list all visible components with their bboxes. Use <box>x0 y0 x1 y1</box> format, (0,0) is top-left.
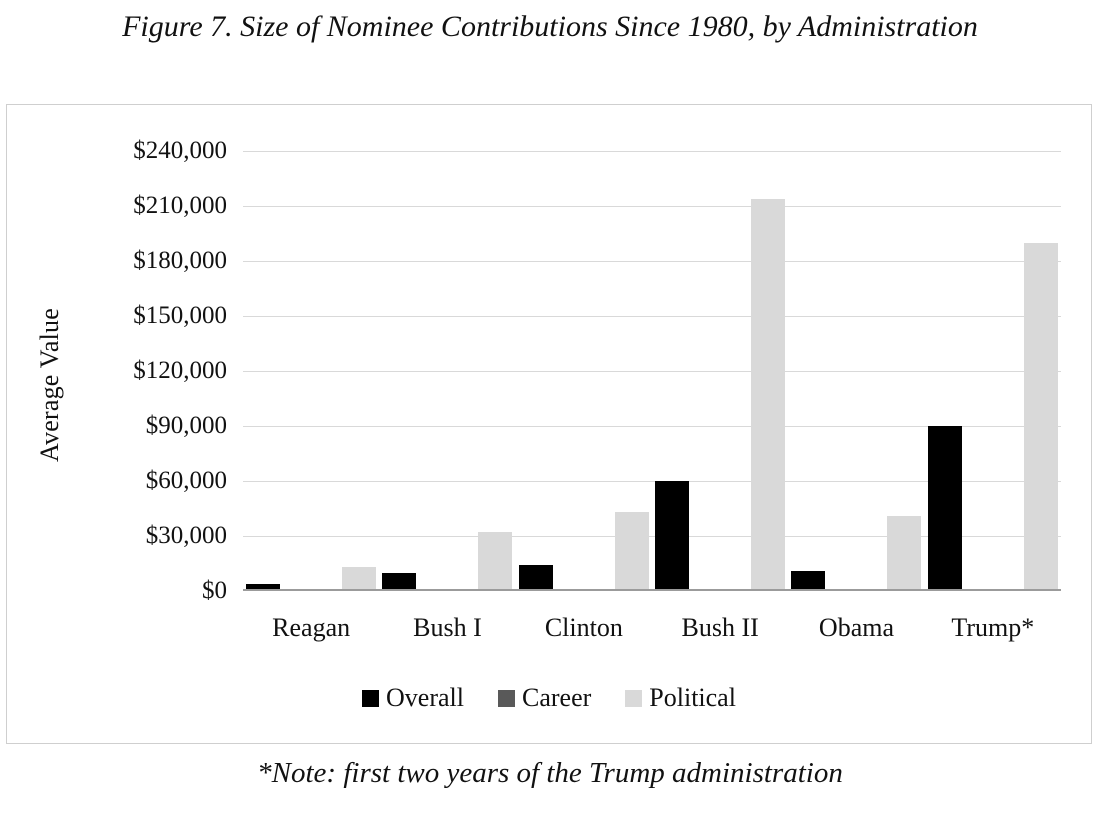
legend-label: Career <box>522 683 592 712</box>
page-title: Figure 7. Size of Nominee Contributions Since 1980, by Administration <box>122 10 978 43</box>
bar-group <box>243 151 379 591</box>
bar <box>1024 243 1058 591</box>
y-axis-tick-label: $240,000 <box>133 137 227 164</box>
bar <box>519 565 553 591</box>
x-axis-line <box>243 589 1061 591</box>
legend-swatch-icon <box>625 690 642 707</box>
bar <box>887 516 921 591</box>
y-axis-title <box>35 0 65 462</box>
x-axis-tick-label: Bush I <box>413 613 482 642</box>
x-axis-tick-label: Obama <box>818 613 895 642</box>
chart-container <box>6 104 1092 744</box>
bar <box>615 512 649 591</box>
bar-group <box>788 151 924 591</box>
y-axis-tick-label: $90,000 <box>145 412 227 439</box>
y-axis-tick-label: $210,000 <box>133 192 227 219</box>
bar <box>751 199 785 591</box>
x-axis-tick-label: Bush II <box>681 613 759 642</box>
y-axis-title-text: Average Value <box>35 308 64 462</box>
bar <box>791 571 825 591</box>
y-axis-tick-label: $30,000 <box>145 522 227 549</box>
bar <box>478 532 512 591</box>
legend-swatch-icon <box>362 690 379 707</box>
y-axis-tick-label: $180,000 <box>133 247 227 274</box>
bar <box>342 567 376 591</box>
y-axis-tick-label: $0 <box>202 577 227 604</box>
legend-swatch-icon <box>498 690 515 707</box>
x-axis-tick-labels <box>243 613 1061 643</box>
plot-area <box>243 151 1061 591</box>
bar-group <box>652 151 788 591</box>
bar <box>928 426 962 591</box>
y-axis-tick-label: $150,000 <box>133 302 227 329</box>
figure-note: *Note: first two years of the Trump administration <box>257 757 843 789</box>
y-axis-tick-label: $120,000 <box>133 357 227 384</box>
y-axis-tick-label: $60,000 <box>145 467 227 494</box>
chart-plot-wrapper <box>7 105 1091 743</box>
legend-label: Overall <box>386 683 464 712</box>
bar <box>655 481 689 591</box>
legend-item[interactable] <box>625 683 736 713</box>
legend-item[interactable] <box>498 683 591 713</box>
legend-item[interactable] <box>362 683 464 713</box>
bar-group <box>925 151 1061 591</box>
chart-legend <box>7 683 1091 713</box>
bar-groups <box>243 151 1061 591</box>
x-axis-tick-label: Clinton <box>544 613 623 642</box>
bar-group <box>516 151 652 591</box>
x-axis-tick-label: Reagan <box>272 613 351 642</box>
bar-group <box>379 151 515 591</box>
legend-label: Political <box>649 683 736 712</box>
y-axis-tick-labels <box>87 105 227 743</box>
x-axis-tick-label: Trump* <box>951 613 1035 642</box>
